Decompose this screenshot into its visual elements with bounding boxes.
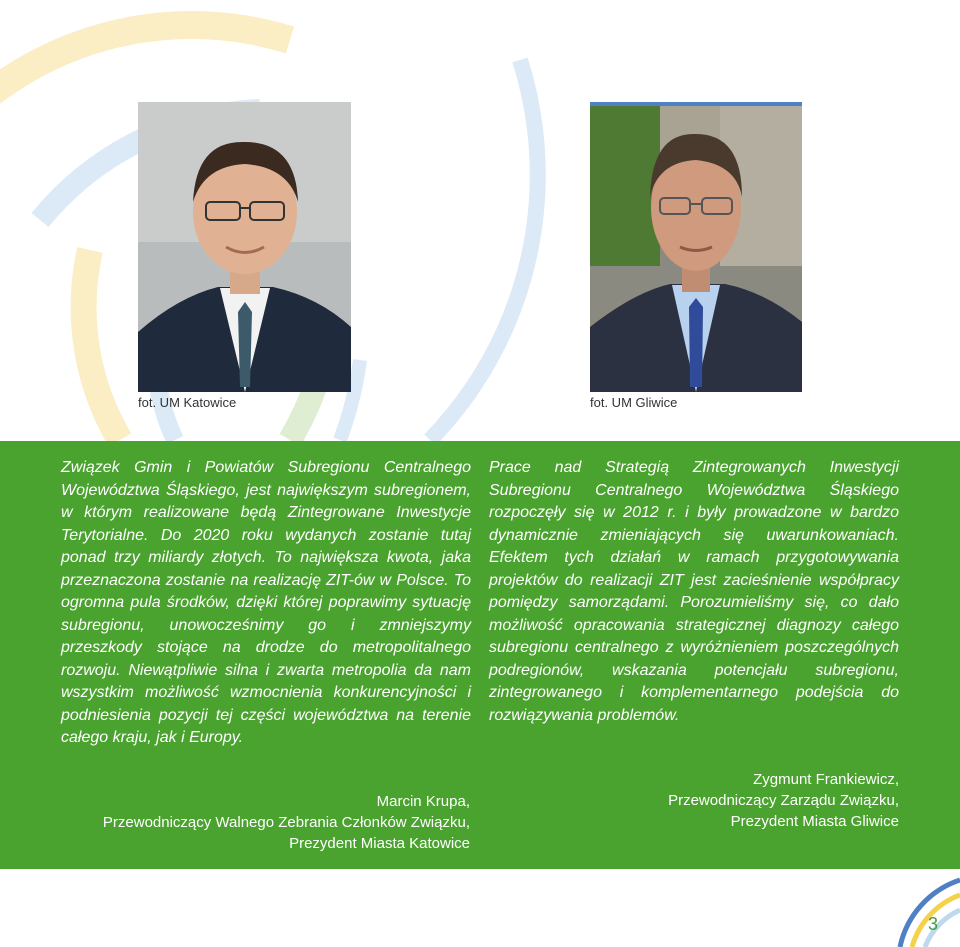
photo-credit-katowice: fot. UM Katowice <box>138 395 237 410</box>
portrait-photo-katowice <box>138 102 351 392</box>
signature-katowice <box>50 791 470 854</box>
signature-name: Marcin Krupa, <box>376 793 470 810</box>
signature-office: Prezydent Miasta Gliwice <box>730 813 899 830</box>
quote-gliwice: Prace nad Strategią Zintegrowanych Inwestycji Subregionu Centralnego Województwa Śląskiego rozpoczęły się w 2012 r. i były prowadzone w bardzo dynamicznie zmieniających się uwarunkowaniach. Efektem tych działań w ramach przygotowywania projektów do realizacji ZIT jest zacieśnienie współpracy pomiędzy samorządami. Porozumieliśmy się, co dało możliwość opracowania strategicznej diagnozy całego subregionu centralnego z wyróżnieniem poszczególnych podregionów, wskazania potencjału subregionu, zintegrowanego i komplementarnego podejścia do rozwiązywania problemów. <box>489 459 899 724</box>
photo-credit-gliwice: fot. UM Gliwice <box>590 395 678 410</box>
quote-katowice: Związek Gmin i Powiatów Subregionu Centralnego Województwa Śląskiego, jest największym subregionem, w którym realizowane będą Zintegrowane Inwestycje Terytorialne. Do 2020 roku wydanych zostanie tutaj ponad trzy miliardy złotych. To największa kwota, jaka przeznaczona zostanie na realizację ZIT-ów w Polsce. To ogromna pula środków, dzięki której poprawimy sytuację subregionu, unowocześnimy go i zmniejszymy przeszkody stojące na drodze do metropolitalnego rozwoju. Niewątpliwie silna i zwarta metropolia da nam wszystkim możliwość wzmocnienia konkurencyjności i podniesienia pozycji tej części województwa na terenie całego kraju, jak i Europy. <box>61 459 471 746</box>
signature-role: Przewodniczący Zarządu Związku, <box>668 792 899 809</box>
signature-role: Przewodniczący Walnego Zebrania Członków Związku, <box>102 814 470 831</box>
signature-name: Zygmunt Frankiewicz, <box>753 771 899 788</box>
portrait-photo-gliwice <box>590 102 802 392</box>
signature-gliwice <box>479 769 899 832</box>
signature-office: Prezydent Miasta Katowice <box>289 835 470 852</box>
page-number: 3 <box>928 914 939 934</box>
